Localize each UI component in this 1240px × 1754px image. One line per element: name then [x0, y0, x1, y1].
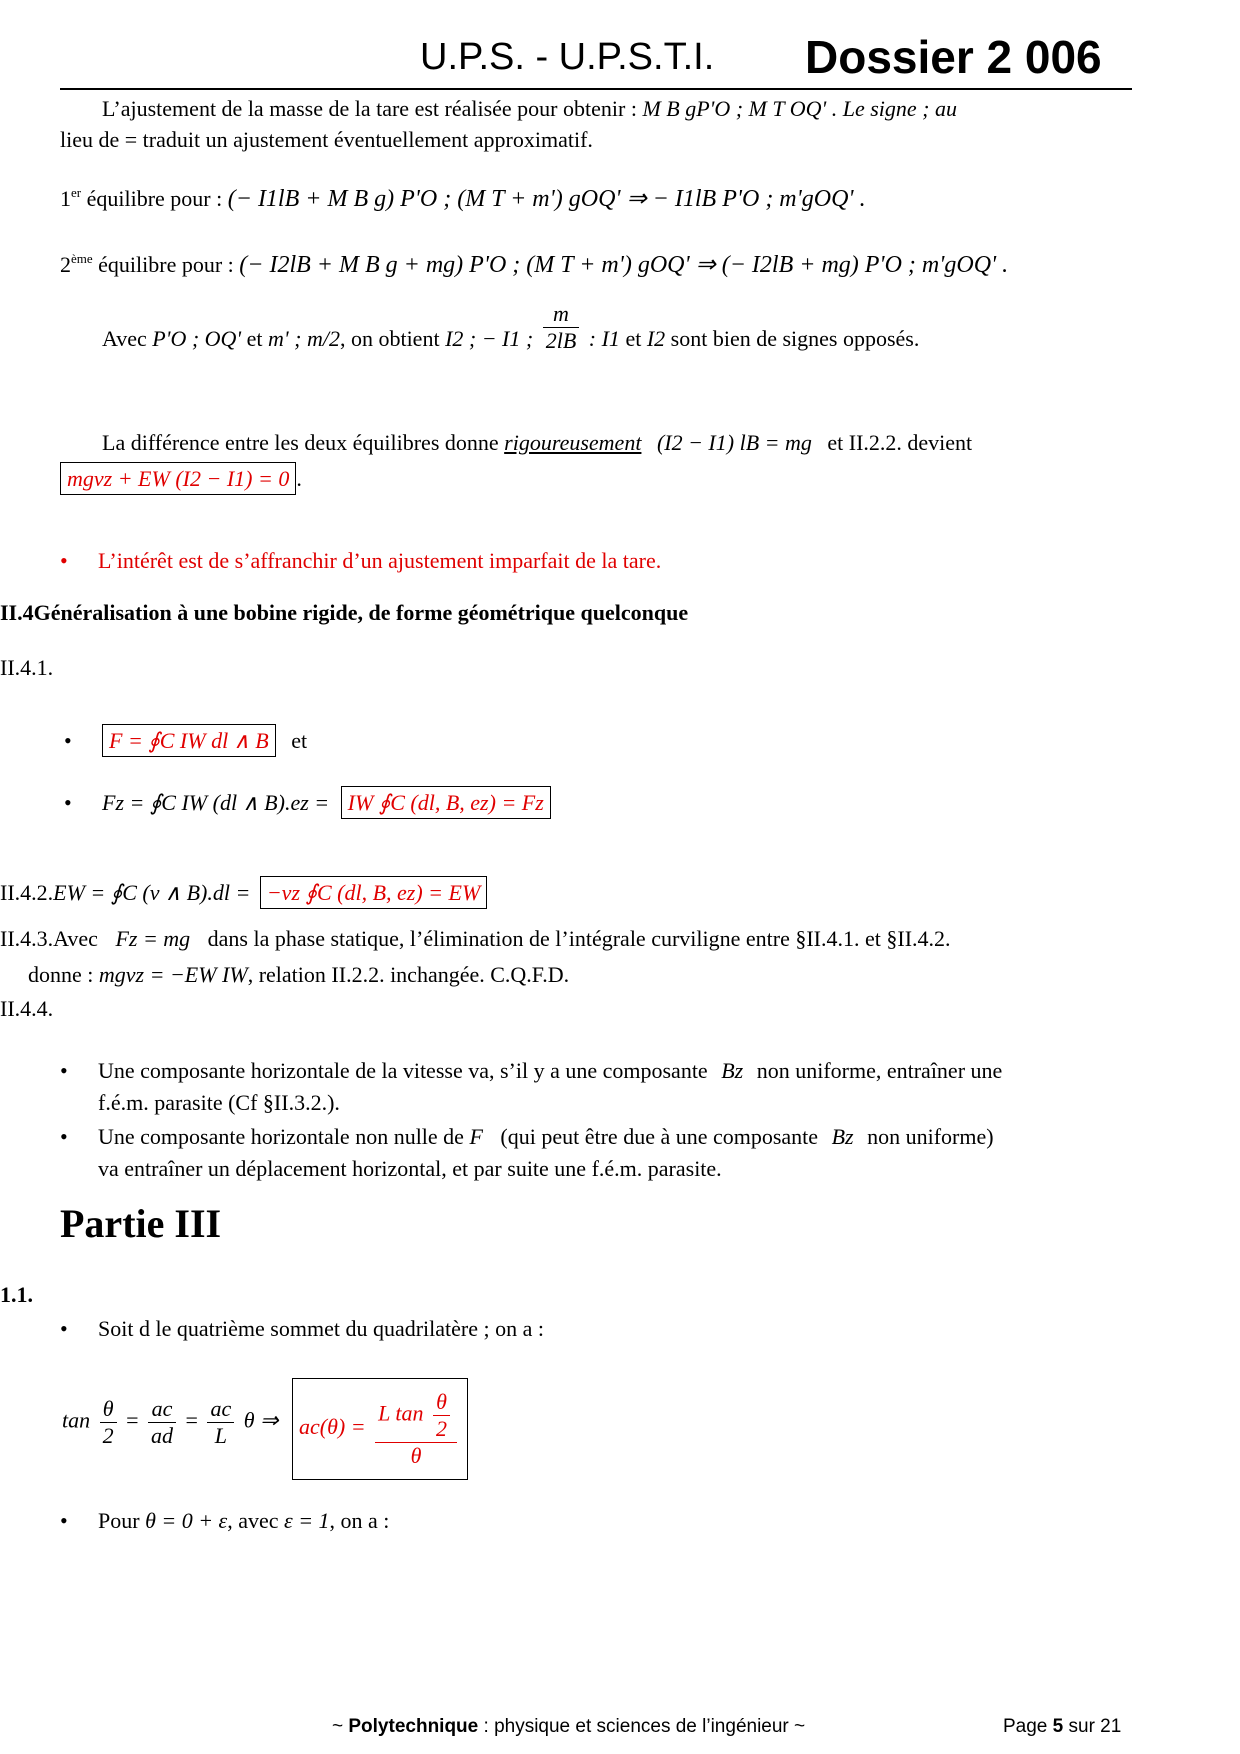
bullet-force-horizontale: • Une composante horizontale non nulle de F (qui peut être due à une composante Bz non uniforme): [98, 1124, 994, 1150]
bullet-red-interet: • L’intérêt est de s’affranchir d’un ajustement imparfait de la tare.: [98, 548, 661, 574]
header-right: Dossier 2 006: [805, 31, 1102, 83]
bullet-pour-theta: • Pour θ = 0 + ε, avec ε = 1, on a :: [98, 1508, 389, 1534]
II44-label: II.4.4.: [0, 996, 54, 1021]
difference-line: La différence entre les deux équilibres donne rigoureusement (I2 − I1) lB = mg et II.2.2. devient: [102, 430, 973, 455]
section-II4-title: II.4Généralisation à une bobine rigide, de forme géométrique quelconque: [0, 600, 689, 625]
footer-title: ~ Polytechnique : physique et sciences de l’ingénieur ~: [332, 1716, 806, 1737]
para1-line1: L’ajustement de la masse de la tare est réalisée pour obtenir : M B gP'O ; M T OQ' . Le signe ; au: [102, 96, 957, 121]
s11-label: 1.1.: [0, 1282, 33, 1307]
boxed-result-1: mgvz + EW (I2 − I1) = 0 .: [60, 466, 302, 492]
avec-line: Avec P'O ; OQ' et m' ; m/2, on obtient I2 ; − I1 ; $\frac{m}{2lB}$ : I1 et I2 sont bien de signes opposés.: [102, 301, 920, 354]
II42-line: II.4.2.EW = ∮C (v ∧ B).dl = −vz ∮C (dl, B, ez) = EW: [0, 880, 487, 906]
II43-line2: donne : mgvz = −EW IW, relation II.2.2. inchangée. C.Q.F.D.: [28, 962, 570, 987]
bullet-force-cont: va entraîner un déplacement horizontal, et par suite une f.é.m. parasite.: [98, 1156, 722, 1181]
II43-line1: II.4.3.Avec Fz = mg dans la phase statique, l’élimination de l’intégrale curviligne entre §II.4.1. et §II.4.2.: [0, 926, 951, 951]
equilibre-1: 1er équilibre pour : (− I1lB + M B g) P'O ; (M T + m') gOQ' ⇒ − I1lB P'O ; m'gOQ' .: [60, 185, 866, 212]
tan-equation: tan $\frac{\theta}{2}$ = $\frac{ac}{ad}$ = $\frac{ac}{L}$ θ ⇒: [62, 1396, 279, 1448]
bullet-force-Fz: • Fz = ∮C IW (dl ∧ B).ez = IW ∮C (dl, B, ez) = Fz: [102, 790, 551, 816]
boxed-ac-theta: ac(θ) = L tan $\frac{\theta}{2}$ θ: [292, 1378, 468, 1480]
II41-label: II.4.1.: [0, 655, 54, 680]
footer-page: Page 5 sur 21: [1003, 1716, 1122, 1737]
para1-line2: lieu de = traduit un ajustement éventuellement approximatif.: [60, 127, 593, 152]
partie-III-title: Partie III: [60, 1201, 222, 1246]
header-rule: [60, 88, 1132, 90]
fraction-m-2lB: $\frac{m}{2lB}$: [543, 301, 580, 354]
bullet-quatrieme-sommet: • Soit d le quatrième sommet du quadrilatère ; on a :: [98, 1316, 544, 1342]
bullet-vitesse-horizontale: • Une composante horizontale de la vitesse va, s’il y a une composante Bz non uniforme, entraîner une: [98, 1058, 1002, 1084]
header-left: U.P.S. - U.P.S.T.I.: [420, 36, 715, 78]
equilibre-2: 2ème équilibre pour : (− I2lB + M B g + mg) P'O ; (M T + m') gOQ' ⇒ (− I2lB + mg) P'O ; m'gOQ' .: [60, 251, 1009, 278]
bullet-vitesse-cont: f.é.m. parasite (Cf §II.3.2.).: [98, 1090, 340, 1115]
bullet-force-F: • F = ∮C IW dl ∧ B et: [102, 728, 307, 754]
